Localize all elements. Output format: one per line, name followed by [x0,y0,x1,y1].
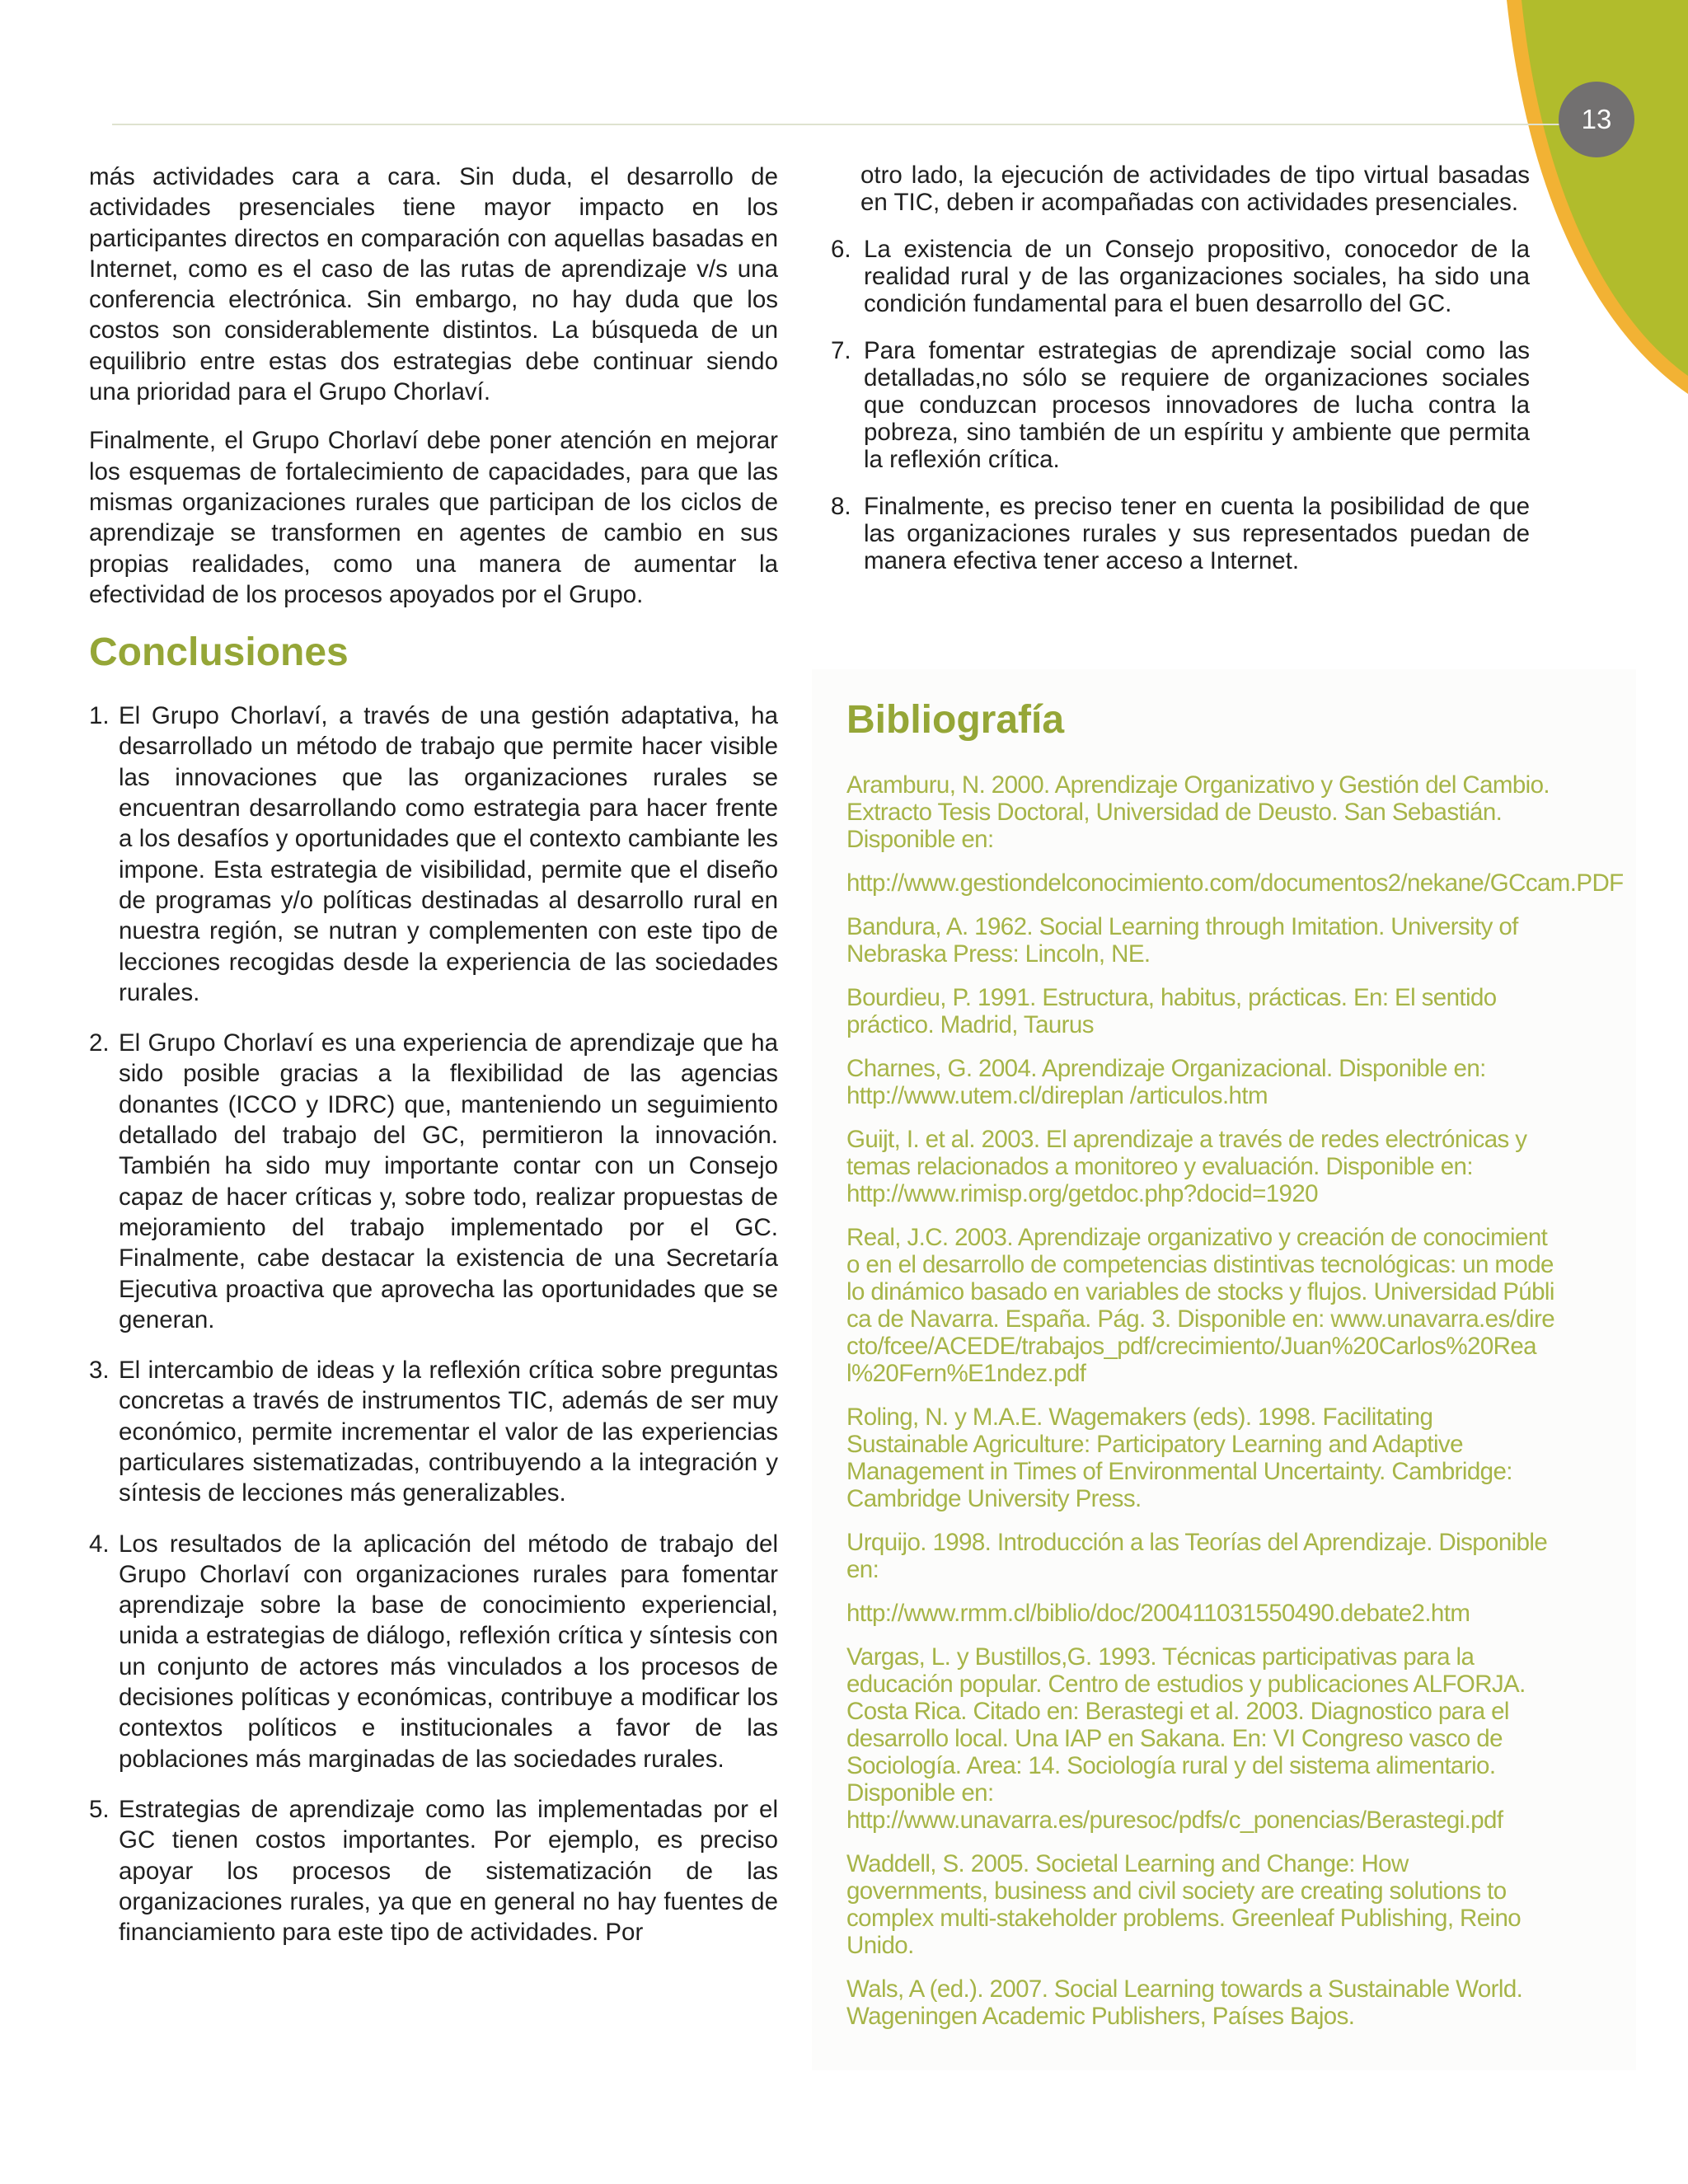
bibliography-entry: Bandura, A. 1962. Social Learning through Imitation. University of Nebraska Press: Lincoln, NE. [846,913,1518,968]
item-number: 1. [89,702,110,730]
bibliography-entry: Vargas, L. y Bustillos,G. 1993. Técnicas participativas para la educación popular. Centro de estudios y publicaciones ALFORJA. Costa Rica. Citado en: Berastegi et al. 2003. Diagnostico para el desarrollo local. Una IAP en Sakana. En: VI Congreso vasco de Sociología. Area: 14. Sociología rural y del sistema alimentario. Disponible en: http://www.unavarra.es/puresoc/pdfs/c_ponencias/Berastegi.pdf [846,1643,1526,1834]
item-text: Estrategias de aprendizaje como las implementadas por el GC tienen costos importantes. Por ejemplo, es preciso apoyar los procesos de sistematización de las organizaciones rurales, ya que en general no hay fuentes de financiamiento para este tipo de actividades. Por [119,1795,778,1947]
left-column [89,162,778,1947]
bibliography-entry: Waddell, S. 2005. Societal Learning and Change: How governments, business and civil society are creating solutions to complex multi-stakeholder problems. Greenleaf Publishing, Reino Unido. [846,1850,1522,1959]
item-text: Para fomentar estrategias de aprendizaje social como las detalladas,no sólo se requiere de organizaciones sociales que conduzcan procesos innovadores de lucha contra la pobreza, sino también de un espíritu y ambiente que permita la reflexión crítica. [864,337,1530,473]
bibliography-entry: Real, J.C. 2003. Aprendizaje organizativo y creación de conocimiento en el desarrollo de competencias distintivas tecnológicas: un modelo dinámico basado en variables de stocks y flujos. Universidad Pública de Navarra. España. Pág. 3. Disponible en: www.unavarra.es/directo/fcee/ACEDE/trabajos_pdf/crecimiento/Juan%20Carlos%20Real%20Fern%E1ndez.pdf [846,1224,1554,1387]
item-text: El Grupo Chorlaví es una experiencia de aprendizaje que ha sido posible gracias a la flexibilidad de las agencias donantes (ICCO y IDRC) que, manteniendo un seguimiento detallado del trabajo del GC, permitieron la innovación. También ha sido muy importante contar con un Consejo capaz de hacer críticas y, sobre todo, realizar propuestas de mejoramiento del trabajo implementado por el GC. Finalmente, cabe destacar la existencia de una Secretaría Ejecutiva proactiva que aprovecha las oportunidades que se generan. [119,1029,778,1333]
conclusions-heading: Conclusiones [89,630,349,675]
item-number: 2. [89,1029,110,1057]
header-rule [112,124,1563,125]
conclusions-list [89,701,778,1947]
conclusion-item [831,493,1530,574]
item-text: Los resultados de la aplicación del método de trabajo del Grupo Chorlaví con organizaciones rurales para fomentar aprendizaje sobre la base de conocimiento experiencial, unida a estrategias de diálogo, reflexión crítica y síntesis con un conjunto de actores más vinculados a los procesos de decisiones políticas y económicas, contribuye a modificar los contextos políticos e institucionales a favor de las poblaciones más marginadas de las sociedades rurales. [119,1530,778,1773]
conclusion-item [831,236,1530,317]
bibliography-section [846,697,1624,2030]
item-text: El intercambio de ideas y la reflexión crítica sobre preguntas concretas a través de instrumentos TIC, además de ser muy económico, permite incrementar el valor de las experiencias particulares sistematizadas, contribuyendo a la integración y síntesis de lecciones más generalizables. [119,1357,778,1507]
conclusion-item [89,701,778,1008]
bibliography-entry: Roling, N. y M.A.E. Wagemakers (eds). 1998. Facilitating Sustainable Agriculture: Participatory Learning and Adaptive Management in Times of Environmental Uncertainty. Cambridge: Cambridge University Press. [846,1404,1512,1512]
item-number: 8. [831,493,851,520]
item-text: El Grupo Chorlaví, a través de una gestión adaptativa, ha desarrollado un método de trabajo que permite hacer visible las innovaciones que las organizaciones rurales se encuentran desarrollando como estrategia para hacer frente a los desafíos y oportunidades que el contexto cambiante les impone. Esta estrategia de visibilidad, permite que el diseño de programas y/o políticas destinadas al desarrollo rural en nuestra región, se nutran y complementen con este tipo de lecciones recogidas desde la experiencia de las sociedades rurales. [119,702,778,1006]
right-column-list [831,162,1530,574]
bibliography-entry: Urquijo. 1998. Introducción a las Teorías del Aprendizaje. Disponible en: [846,1529,1548,1583]
conclusion-item [89,1529,778,1774]
item-number: 3. [89,1357,110,1385]
item-number: 5. [89,1795,110,1823]
bibliography-entry: Bourdieu, P. 1991. Estructura, habitus, prácticas. En: El sentido práctico. Madrid, Taurus [846,984,1497,1038]
conclusion-item [89,1794,778,1947]
bibliography-entry: Charnes, G. 2004. Aprendizaje Organizacional. Disponible en: http://www.utem.cl/direplan /articulos.htm [846,1055,1486,1109]
bibliography-link: http://www.gestiondelconocimiento.com/documentos2/nekane/GCcam.PDF [846,869,1624,897]
continued-conclusion-text: otro lado, la ejecución de actividades de tipo virtual basadas en TIC, deben ir acompañadas con actividades presenciales. [860,162,1530,216]
corner-green-shape [1522,0,1688,376]
item-number: 6. [831,236,851,263]
item-number: 7. [831,337,851,364]
item-number: 4. [89,1530,110,1558]
item-text: La existencia de un Consejo propositivo, conocedor de la realidad rural y de las organizaciones sociales, ha sido una condición fundamental para el buen desarrollo del GC. [864,236,1530,317]
bibliography-heading: Bibliografía [846,698,1065,742]
conclusion-item [89,1028,778,1335]
conclusion-item [89,1355,778,1508]
page-number: 13 [1559,82,1634,157]
bibliography-entry: Aramburu, N. 2000. Aprendizaje Organizativo y Gestión del Cambio. Extracto Tesis Doctoral, Universidad de Deusto. San Sebastián. Disponible en: [846,771,1550,853]
conclusions-list-continued [831,236,1530,574]
item-text: Finalmente, es preciso tener en cuenta la posibilidad de que las organizaciones rurales y sus representados puedan de manera efectiva tener acceso a Internet. [864,493,1530,574]
intro-paragraph: más actividades cara a cara. Sin duda, el desarrollo de actividades presenciales tiene mayor impacto en los participantes directos en comparación con aquellas basadas en Internet, como es el caso de las rutas de aprendizaje v/s una conferencia electrónica. Sin embargo, no hay duda que los costos son considerablemente distintos. La búsqueda de un equilibrio entre estas dos estrategias debe continuar siendo una prioridad para el Grupo Chorlaví. [89,163,778,406]
conclusion-item [831,337,1530,473]
bibliography-entry: Wals, A (ed.). 2007. Social Learning towards a Sustainable World. Wageningen Academic Publishers, Países Bajos. [846,1975,1523,2030]
bibliography-entry: Guijt, I. et al. 2003. El aprendizaje a través de redes electrónicas y temas relacionados a monitoreo y evaluación. Disponible en: http://www.rimisp.org/getdoc.php?docid=1920 [846,1126,1527,1207]
intro-paragraph: Finalmente, el Grupo Chorlaví debe poner atención en mejorar los esquemas de fortalecimiento de capacidades, para que las mismas organizaciones rurales que participan de los ciclos de aprendizaje se transformen en agentes de cambio en sus propias realidades, como una manera de aumentar la efectividad de los procesos apoyados por el Grupo. [89,427,778,608]
bibliography-link: http://www.rmm.cl/biblio/doc/200411031550490.debate2.htm [846,1600,1470,1627]
